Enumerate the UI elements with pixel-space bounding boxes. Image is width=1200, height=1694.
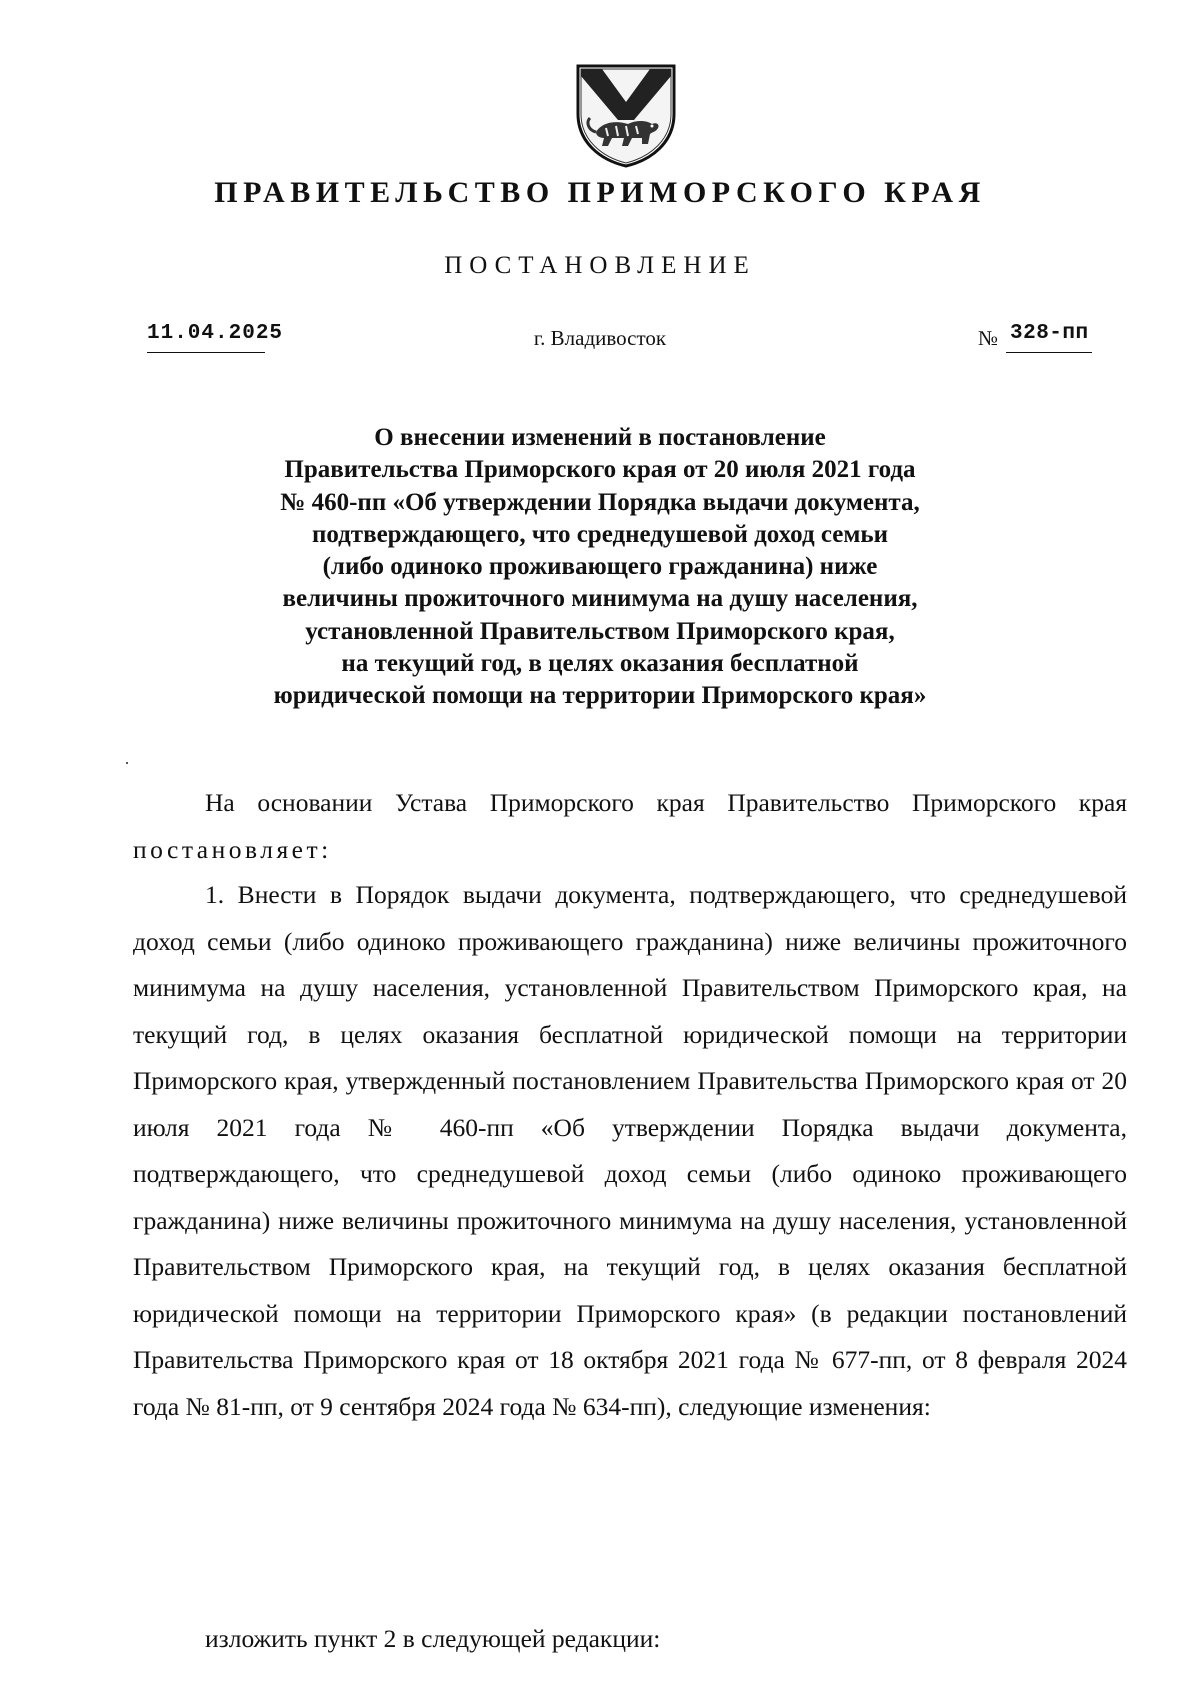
document-date: 11.04.2025: [147, 322, 284, 345]
number-sign: №: [978, 326, 999, 350]
item-1-sub-paragraph: изложить пункт 2 в следующей редакции:: [205, 1624, 661, 1653]
heading-line: юридической помощи на территории Приморского края»: [273, 682, 927, 710]
heading-line: Правительства Приморского края от 20 июля 2021 года: [284, 456, 916, 484]
heading-line: величины прожиточного минимума на душу населения,: [282, 585, 918, 613]
document-meta: [0, 322, 1200, 362]
item-1-paragraph: 1. Внести в Порядок выдачи документа, подтверждающего, что среднедушевой доход семьи (либо одиноко проживающего гражданина) ниже величины прожиточного минимума на душу населения, установленной Правительством Приморского края, на текущий год, в целях оказания бесплатной юридической помощи на территории Приморского края, утвержденный постановлением Правительства Приморского края от 20 июля 2021 года № 460-пп «Об утверждении Порядка выдачи документа, подтверждающего, что среднедушевой доход семьи (либо одиноко проживающего гражданина) ниже величины прожиточного минимума на душу населения, установленной Правительством Приморского края, на текущий год, в целях оказания бесплатной юридической помощи на территории Приморского края» (в редакции постановлений Правительства Приморского края от 18 октября 2021 года № 677-пп, от 8 февраля 2024 года № 81-пп, от 9 сентября 2024 года № 634-пп), следующие изменения:: [133, 880, 1127, 1421]
preamble-text: На основании Устава Приморского края Правительство Приморского края: [205, 788, 1127, 817]
organization-title: ПРАВИТЕЛЬСТВО ПРИМОРСКОГО КРАЯ: [214, 176, 986, 209]
preamble-action: постановляет:: [133, 834, 332, 864]
heading-line: (либо одиноко проживающего гражданина) ниже: [322, 553, 878, 581]
document-number: 328-пп: [1010, 322, 1089, 345]
date-underline: [147, 352, 265, 353]
heading-line: установленной Правительством Приморского края,: [305, 617, 895, 645]
heading-line: подтверждающего, что среднедушевой доход семьи: [311, 520, 889, 548]
scan-artifact: [126, 762, 128, 764]
heading-line: на текущий год, в целях оказания бесплатной: [341, 650, 859, 678]
document-type: ПОСТАНОВЛЕНИЕ: [444, 252, 756, 279]
heading-line: № 460-пп «Об утверждении Порядка выдачи документа,: [280, 488, 920, 516]
number-underline: [1006, 352, 1092, 353]
document-city: г. Владивосток: [533, 326, 667, 350]
heading-line: О внесении изменений в постановление: [374, 424, 826, 451]
document-heading: [150, 422, 1050, 713]
coat-of-arms-icon: [572, 62, 680, 170]
preamble-paragraph: [133, 780, 1127, 873]
